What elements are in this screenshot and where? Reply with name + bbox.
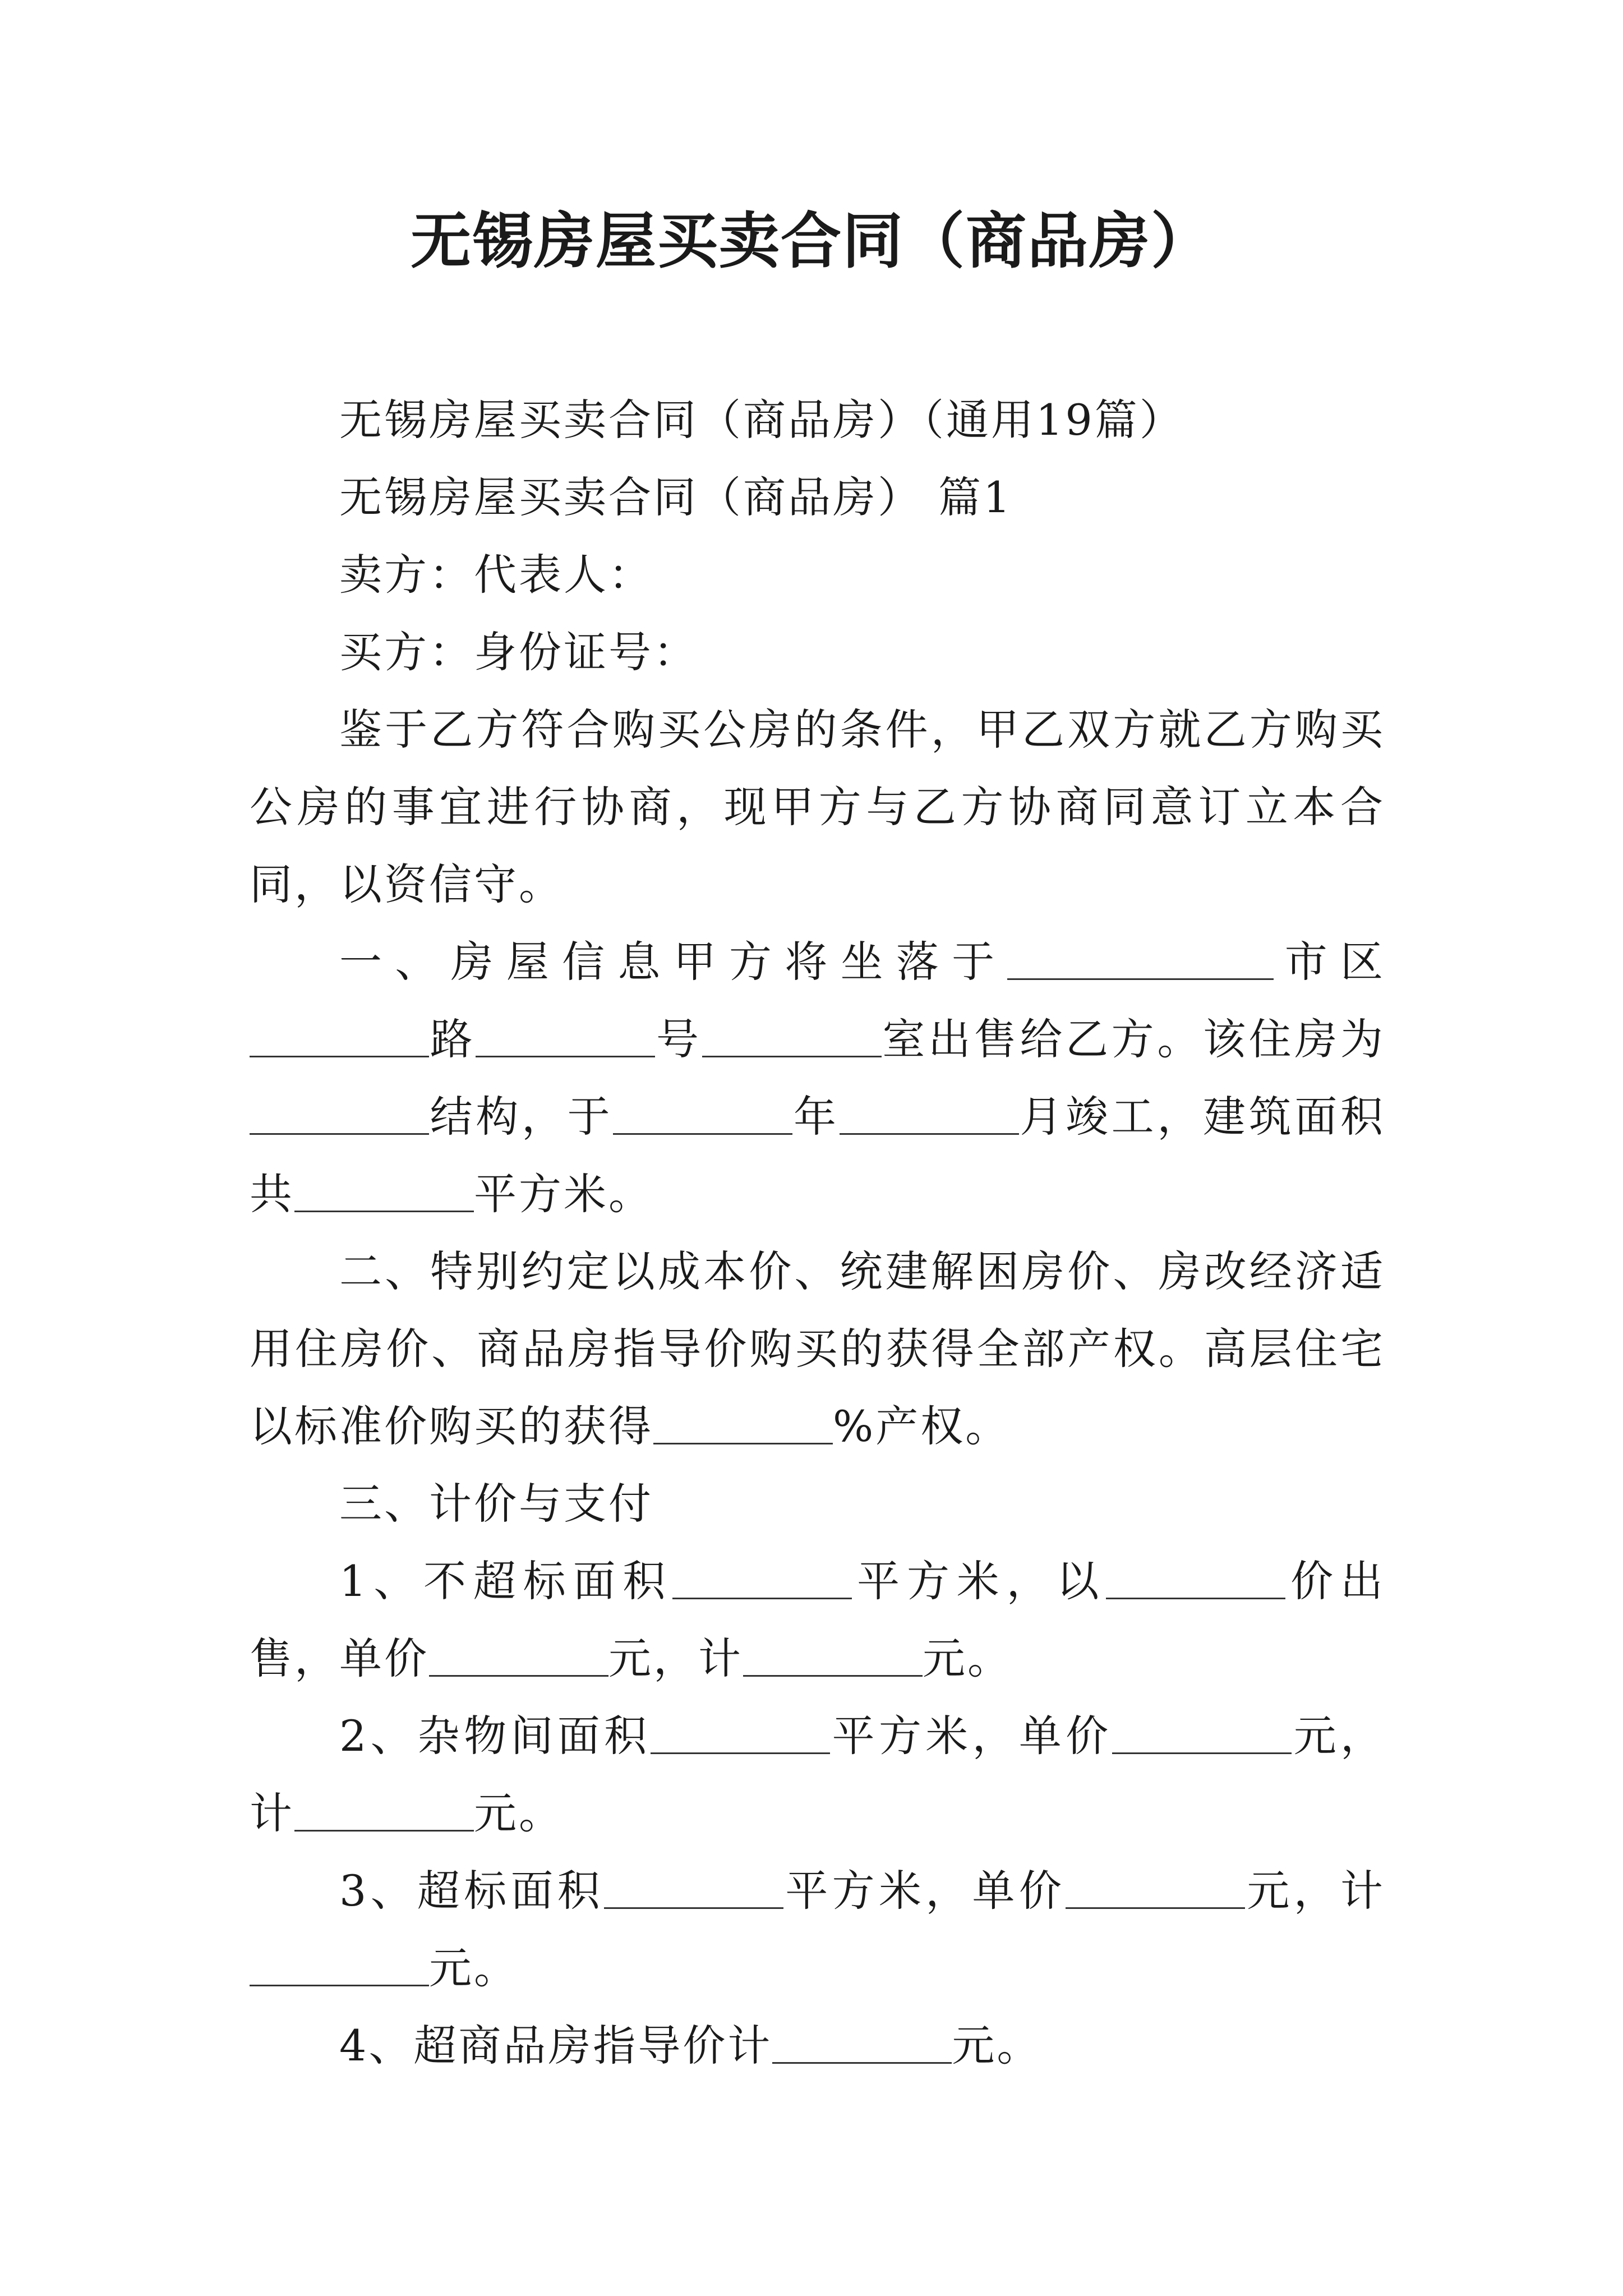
text-segment: 二、特别约定以成本价、统建解困房价、房改经济适用住房价、商品房指导价购买的获得全部产权。高层住宅以标准价购买的获得 bbox=[250, 1246, 1385, 1451]
text-segment: 元。 bbox=[429, 1943, 519, 1993]
blank-line bbox=[250, 1013, 429, 1057]
paragraph-pricing-heading: 三、计价与支付 bbox=[339, 1479, 653, 1529]
blank-line bbox=[613, 1091, 792, 1135]
text-segment: 路 bbox=[429, 1014, 476, 1064]
blank-line bbox=[651, 1710, 830, 1754]
blank-line bbox=[743, 1632, 923, 1677]
text-segment: 一、房屋信息甲方将坐落于 bbox=[339, 937, 1008, 987]
blank-line bbox=[604, 1865, 783, 1909]
text-segment: 1、不超标面积 bbox=[339, 1556, 673, 1606]
text-segment: 室出售给乙方。该住房为 bbox=[881, 1014, 1386, 1064]
paragraph-buyer: 买方：身份证号： bbox=[339, 627, 698, 677]
paragraph-subtitle: 无锡房屋买卖合同（商品房）（通用19篇） bbox=[339, 395, 1184, 445]
blank-line bbox=[653, 1400, 833, 1444]
text-segment: 平方米。 bbox=[474, 1169, 653, 1219]
blank-line bbox=[294, 1787, 474, 1832]
text-segment: 元，计 bbox=[250, 1711, 1386, 1838]
paragraph-item-2 bbox=[250, 1697, 1385, 1852]
blank-line bbox=[429, 1632, 608, 1677]
paragraph-item-1 bbox=[250, 1543, 1385, 1697]
blank-line bbox=[672, 1555, 852, 1599]
paragraph-property-rights bbox=[250, 1233, 1385, 1465]
text-segment: 2、杂物间面积 bbox=[339, 1711, 651, 1761]
text-segment: 号 bbox=[655, 1014, 702, 1064]
paragraph-preamble: 鉴于乙方符合购买公房的条件，甲乙双方就乙方购买公房的事宜进行协商，现甲方与乙方协商同意订立本合同，以资信守。 bbox=[250, 705, 1385, 909]
paragraph-chapter-heading: 无锡房屋买卖合同（商品房） 篇1 bbox=[339, 472, 1013, 522]
blank-line bbox=[250, 1091, 429, 1135]
paragraph-item-4 bbox=[250, 2007, 1385, 2085]
blank-line bbox=[1066, 1865, 1245, 1909]
text-segment: 元，计 bbox=[608, 1634, 743, 1683]
document-title: 无锡房屋买卖合同（商品房） bbox=[410, 206, 1212, 277]
text-segment: 元。 bbox=[952, 2021, 1042, 2070]
text-segment: 平方米，以 bbox=[852, 1556, 1106, 1606]
text-segment: 3、超标面积 bbox=[339, 1866, 605, 1916]
text-segment: 元，计 bbox=[1245, 1866, 1385, 1916]
blank-line bbox=[772, 2019, 952, 2064]
text-segment: 年 bbox=[792, 1092, 840, 1142]
blank-line bbox=[702, 1013, 882, 1057]
blank-line bbox=[840, 1091, 1019, 1135]
blank-line bbox=[250, 1942, 429, 1986]
blank-line bbox=[476, 1013, 655, 1057]
blank-line bbox=[1106, 1555, 1285, 1599]
text-segment: 月竣工，建筑面积共 bbox=[250, 1092, 1386, 1219]
document-body bbox=[250, 381, 1385, 2085]
paragraph-seller: 卖方：代表人： bbox=[339, 550, 653, 600]
text-segment: 元。 bbox=[923, 1634, 1012, 1683]
text-segment: 结构，于 bbox=[429, 1092, 614, 1142]
paragraph-item-3 bbox=[250, 1852, 1385, 2007]
text-segment: 4、超商品房指导价计 bbox=[339, 2021, 773, 2070]
blank-line bbox=[1112, 1710, 1292, 1754]
paragraph-house-info bbox=[250, 923, 1385, 1233]
text-segment: 市区 bbox=[1274, 937, 1386, 987]
text-segment: %产权。 bbox=[833, 1401, 1011, 1451]
blank-line bbox=[294, 1168, 474, 1212]
text-segment: 元。 bbox=[474, 1788, 564, 1838]
text-segment: 平方米，单价 bbox=[830, 1711, 1113, 1761]
text-segment: 价出售，单价 bbox=[250, 1556, 1386, 1683]
blank-line bbox=[1007, 936, 1274, 980]
text-segment: 平方米，单价 bbox=[783, 1866, 1066, 1916]
